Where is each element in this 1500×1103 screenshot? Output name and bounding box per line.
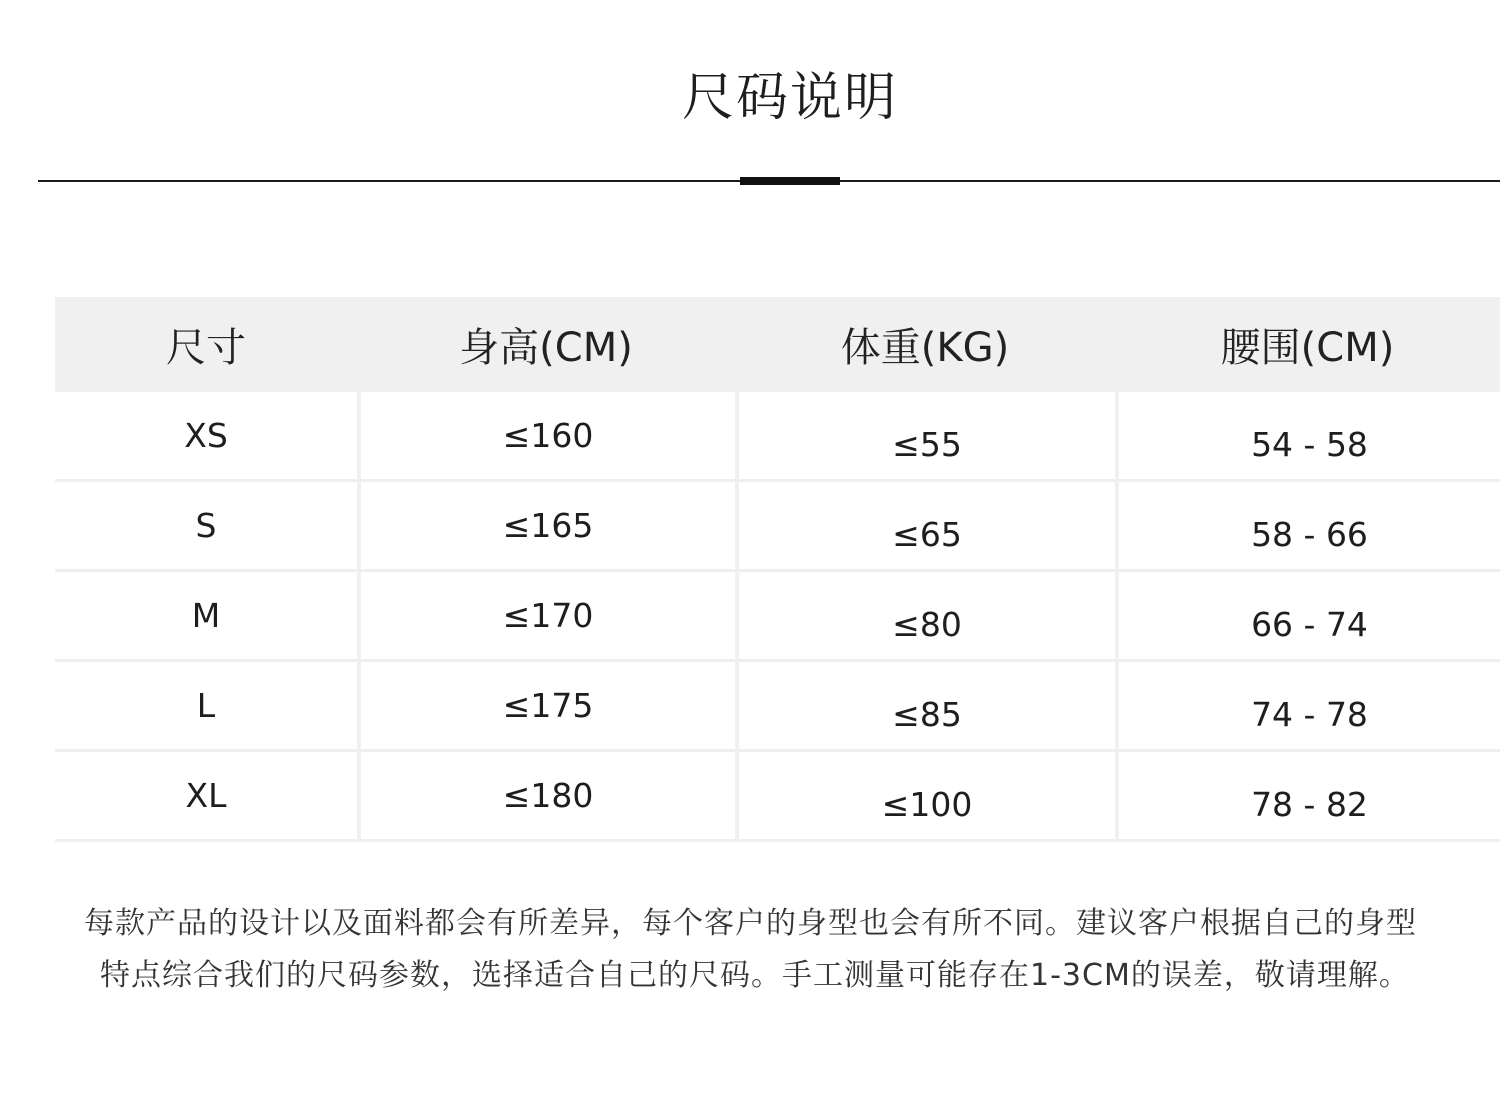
cell-waist: 54 - 58 bbox=[1115, 392, 1500, 482]
cell-size: M bbox=[55, 572, 357, 662]
cell-height: ≤180 bbox=[357, 752, 735, 842]
cell-height: ≤165 bbox=[357, 482, 735, 572]
cell-weight: ≤65 bbox=[735, 482, 1115, 572]
cell-waist: 66 - 74 bbox=[1115, 572, 1500, 662]
header-size: 尺寸 bbox=[55, 297, 357, 392]
cell-weight: ≤55 bbox=[735, 392, 1115, 482]
size-table bbox=[55, 297, 1500, 842]
title-divider-accent bbox=[740, 177, 840, 185]
cell-weight: ≤80 bbox=[735, 572, 1115, 662]
cell-size: XL bbox=[55, 752, 357, 842]
size-note-line-2: 特点综合我们的尺码参数，选择适合自己的尺码。手工测量可能存在1-3CM的误差，敬请理解。 bbox=[100, 958, 1410, 993]
size-note bbox=[84, 898, 1500, 1002]
header-height: 身高(CM) bbox=[357, 297, 735, 392]
cell-height: ≤170 bbox=[357, 572, 735, 662]
cell-height: ≤175 bbox=[357, 662, 735, 752]
size-note-line-1: 每款产品的设计以及面料都会有所差异，每个客户的身型也会有所不同。建议客户根据自己的身型 bbox=[84, 906, 1417, 941]
cell-waist: 74 - 78 bbox=[1115, 662, 1500, 752]
cell-size: XS bbox=[55, 392, 357, 482]
page-title: 尺码说明 bbox=[681, 68, 898, 128]
header-waist: 腰围(CM) bbox=[1115, 297, 1500, 392]
cell-weight: ≤100 bbox=[735, 752, 1115, 842]
cell-waist: 78 - 82 bbox=[1115, 752, 1500, 842]
cell-height: ≤160 bbox=[357, 392, 735, 482]
cell-waist: 58 - 66 bbox=[1115, 482, 1500, 572]
cell-weight: ≤85 bbox=[735, 662, 1115, 752]
cell-size: L bbox=[55, 662, 357, 752]
header-weight: 体重(KG) bbox=[735, 297, 1115, 392]
cell-size: S bbox=[55, 482, 357, 572]
